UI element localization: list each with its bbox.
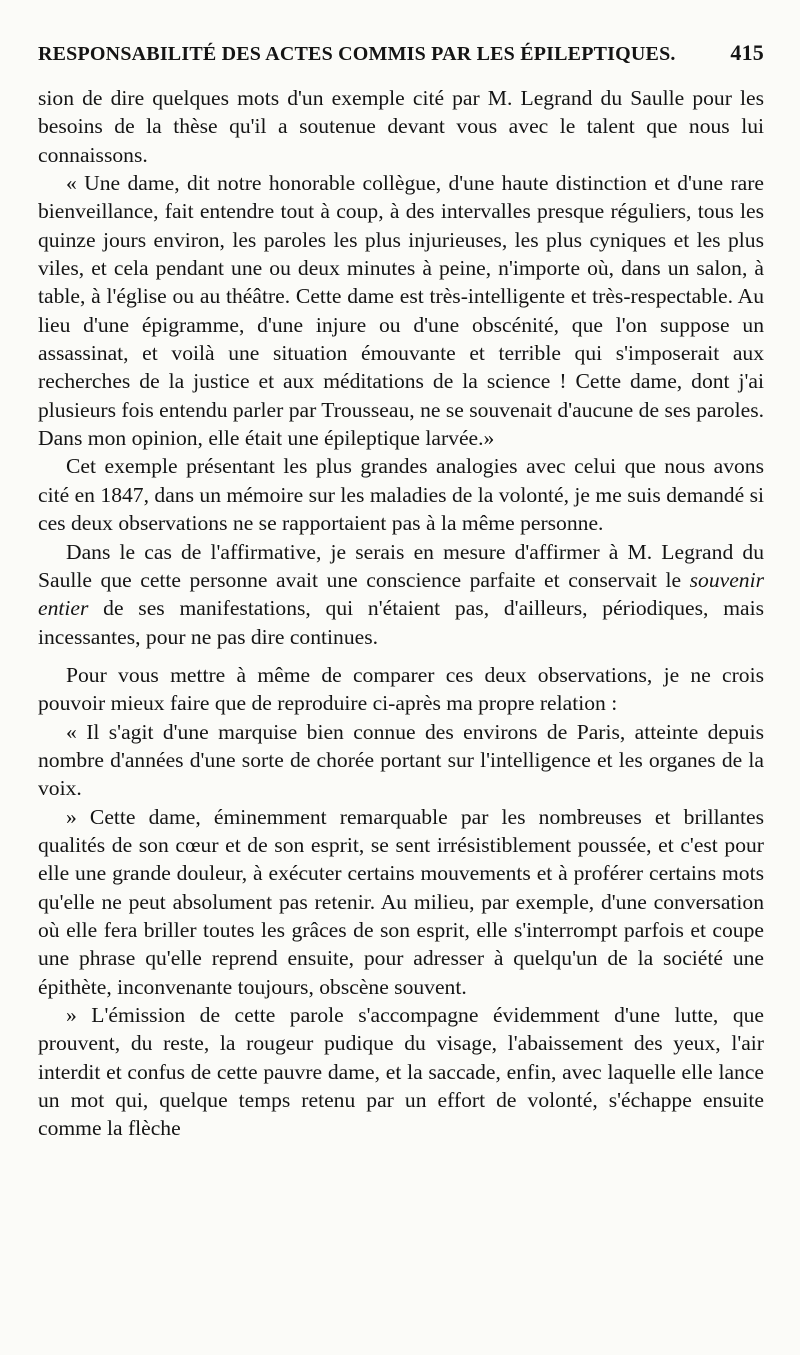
paragraph-affirmative [38,538,764,651]
paragraph-quote-legrand: « Une dame, dit notre honorable collègue, d'une haute distinction et d'une rare bienveillance, fait entendre tout à coup, à des intervalles presque réguliers, tous les quinze jours environ, les paroles les plus injurieuses, les plus cyniques et les plus viles, et cela pendant une ou deux minutes à peine, n'importe où, dans un salon, à table, à l'église ou au théâtre. Cette dame est très-intelligente et très-respectable. Au lieu d'une épigramme, d'une injure ou d'une obscénité, que l'on suppose un assassinat, et voilà une situation émouvante et terrible qui s'imposerait aux recherches de la justice et aux méditations de la science ! Cette dame, dont j'ai plusieurs fois entendu parler par Trousseau, ne se souvenait d'aucune de ses paroles. Dans mon opinion, elle était une épileptique larvée.» [38,171,764,451]
emphasis-text: souvenir entier [38,567,764,621]
running-head [38,40,764,66]
paragraph-compare: Pour vous mettre à même de comparer ces deux observations, je ne crois pouvoir mieux faire que de reproduire ci-après ma propre relation : [38,662,764,716]
paragraph-continued: sion de dire quelques mots d'un exemple cité par M. Legrand du Saulle pour les besoins de la thèse qu'il a soutenue devant vous avec le talent que nous lui connaissons. [38,86,764,167]
paragraph-emission: » L'émission de cette parole s'accompagne évidemment d'une lutte, que prouvent, du reste, la rougeur pudique du visage, l'abaissement des yeux, l'air interdit et confus de cette pauvre dame, et la saccade, enfin, avec laquelle elle lance un mot qui, quelque temps retenu par un effort de volonté, s'échappe ensuite comme la flèche [38,1003,764,1141]
paragraph-description: » Cette dame, éminemment remarquable par les nombreuses et brillantes qualités de son cœur et de son esprit, se sent irrésistiblement poussée, et c'est pour elle une grande douleur, à exécuter certains mouvements et à proférer certains mots qu'elle ne peut absolument pas retenir. Au milieu, par exemple, d'une conversation où elle fera briller toutes les grâces de son esprit, elle s'interrompt parfois et coupe une phrase qu'elle reprend ensuite, pour adresser à quelqu'un de la société une épithète, inconvenante toujours, obscène souvent. [38,804,764,999]
paragraph-analogy: Cet exemple présentant les plus grandes analogies avec celui que nous avons cité en 1847, dans un mémoire sur les maladies de la volonté, je me suis demandé si ces deux observations ne se rapportaient pas à la même personne. [38,454,764,536]
paragraph-text: de ses manifestations, qui n'étaient pas, d'ailleurs, périodiques, mais incessantes, pour ne pas dire continues. [38,596,764,649]
running-title: RESPONSABILITÉ DES ACTES COMMIS PAR LES ÉPILEPTIQUES. [38,43,676,65]
paragraph-text: Dans le cas de l'affirmative, je serais en mesure d'affirmer à M. Legrand du Saulle que cette personne avait une conscience parfaite et conservait le [38,539,764,592]
page-number: 415 [730,40,764,65]
paragraph-marquise: « Il s'agit d'une marquise bien connue des environs de Paris, atteinte depuis nombre d'années d'une sorte de chorée portant sur l'intelligence et les organes de la voix. [38,719,764,801]
body-text [38,84,764,1143]
